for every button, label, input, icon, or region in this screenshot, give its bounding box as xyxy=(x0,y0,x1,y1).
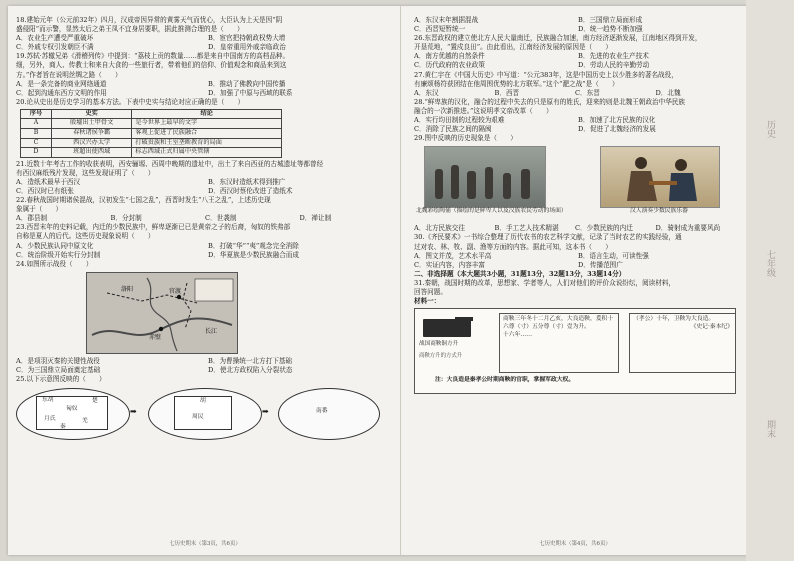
pottery-figurines-photo xyxy=(424,146,546,208)
table-cell: 打破贵族和王室垄断教育的局面 xyxy=(132,138,282,148)
table-cell: 班超出使西域 xyxy=(51,148,131,158)
q27-stem: 27.黄仁宇在《中国大历史》中写道：“公元383年，这是中国历史上以少胜多的著名战役， xyxy=(414,70,678,79)
q22-stem: 22.春秋战国时期诸侯混战，汉初发生“七国之乱”，西晋时发生“八王之乱”，上述历史现 xyxy=(16,196,271,205)
q23-options xyxy=(16,242,394,260)
inscription-box xyxy=(499,313,619,373)
q26-stem-2: 开垦荒地，“置戍良田”。由此看出，江南经济发展的原因是（ ） xyxy=(414,43,612,52)
q28-options xyxy=(414,116,736,134)
q27-option-b: B．西晋 xyxy=(494,88,520,97)
q29-stem: 29.图中反映的历史现象是（ ） xyxy=(414,134,517,143)
q22-option-b: B．分封制 xyxy=(110,214,142,223)
q19-stem-3: 方。”作者旨在说明丝绸之路（ ） xyxy=(16,70,122,79)
table-header-row xyxy=(21,109,282,119)
q30-options xyxy=(414,252,736,270)
arrow-right-icon: ➡ xyxy=(262,407,269,417)
q25-diagram xyxy=(16,386,394,442)
q31-stem-2: 回答问题。 xyxy=(414,287,447,296)
q30-option-c: C．实证内容，内容丰富 xyxy=(414,260,485,269)
arrow-right-icon: ➡ xyxy=(130,407,137,417)
map-label: 长江 xyxy=(205,327,218,335)
q22-option-d: D．禅让制 xyxy=(299,214,332,223)
q26-option-a: A．南方优越的自然条件 xyxy=(414,52,485,61)
q28-option-b: B．加速了北方民族的汉化 xyxy=(578,116,656,125)
q30-stem-2: 过对农、林、牧、副、渔等方面的内容。据此可知，这本书（ ） xyxy=(414,242,612,251)
inscription-text: 商鞅三年冬十二月乙亥，大良造鞅，爰积十六尊（寸）五分尊（寸）壹为升。 xyxy=(503,316,614,330)
q18-option-c: C．外戚专权引发朝臣不满 xyxy=(16,43,94,52)
q26-stem: 26.东晋政权的建立使北方人民大量南迁，民族融合加速，南方经济逐渐发展，江南地区得到开发， xyxy=(414,34,702,43)
q18-stem: 18.建始元年（公元前32年）四月，汉成帝因异常的黄雾天气而忧心，大臣认为上天是因“阴 xyxy=(16,16,283,24)
q19-stem-2: 细，另外，商人、传教士和来自大食的一些旅行者，带着他们的信仰、价值观念和商品来到这 xyxy=(16,61,287,70)
bronze-handle xyxy=(455,317,473,321)
map-label: 洛阳 xyxy=(121,285,134,293)
diagram-label: 东胡 xyxy=(42,397,54,404)
diagram-label: 周民 xyxy=(192,414,204,421)
table-cell: 殷墟出土甲骨文 xyxy=(51,119,131,129)
q30-option-a: A．图文并茂，艺术水平高 xyxy=(414,251,492,260)
q18-option-b: B．宦官把持朝政权势大增 xyxy=(208,34,286,43)
diagram-label: 匈奴 xyxy=(66,406,78,413)
table-header-index: 序号 xyxy=(21,109,52,119)
q30-option-d: D．传播范围广 xyxy=(578,260,623,269)
q28-stem-2: 融合的一次新推进。”这说明孝文帝改革（ ） xyxy=(414,106,553,115)
diagram-ellipse-3 xyxy=(278,388,380,440)
table-cell: B xyxy=(21,129,52,139)
q19-option-d: D．加强了中原与西域的联系 xyxy=(208,88,293,97)
q26-option-d: D．劳动人民的辛勤劳动 xyxy=(578,61,650,70)
diagram-label: 楚 xyxy=(92,398,98,405)
diagram-label: 秦 xyxy=(60,424,66,431)
material-note: 注：大良造是秦孝公时期商鞅的官职，掌握军政大权。 xyxy=(435,377,575,384)
table-header-conclusion: 结论 xyxy=(132,109,282,119)
q31-stem: 31.秦朝，战国时期的改革，思想家、学者等人，人们对他们的评价众说纷纭，阅读材料， xyxy=(414,278,676,287)
table-cell: 春秋诸侯争霸 xyxy=(51,129,131,139)
q21-option-c: C．西汉时已有纸张 xyxy=(16,186,74,195)
strip-label: 历史 xyxy=(765,120,775,138)
left-page xyxy=(16,16,394,548)
strip-label: 期末 xyxy=(765,420,775,438)
q24-option-a: A．是项羽灭秦的关键性战役 xyxy=(16,356,100,365)
q24-stem: 24.如图所示战役（ ） xyxy=(16,259,93,268)
q27-option-d: D．北魏 xyxy=(655,88,681,97)
table-row xyxy=(21,119,282,129)
bronze-measure-image xyxy=(423,319,471,337)
q23-stem: 23.西晋末年的史料记载，内迁的少数民族中，鲜卑逐渐已已是黄帝之子的后裔，匈奴的铁弗部 xyxy=(16,223,291,232)
quote-source: 《史记·秦本纪》 xyxy=(690,323,733,330)
q22-option-a: A．郡县制 xyxy=(16,214,48,223)
q18-option-d: D．皇帝重用外戚亲临政治 xyxy=(208,43,286,52)
table-cell: D xyxy=(21,148,52,158)
table-header-fact: 史实 xyxy=(51,109,131,119)
table-cell: 是今世界上最早的文字 xyxy=(132,119,282,129)
right-page-footer: 七历史期末（第4页，共6页） xyxy=(539,540,611,547)
side-strip xyxy=(746,0,794,561)
q27-stem-2: 有廉颂杨符获团结在他周围优势的北方联军。”这个“淝之战”是（ ） xyxy=(414,79,619,88)
left-page-footer: 七历史期末（第3页，共6页） xyxy=(169,540,241,547)
q29-option-c: C．少数民族的内迁 xyxy=(575,224,633,233)
battle-map xyxy=(86,272,238,354)
figurines-graphic xyxy=(425,147,545,207)
image-caption: 战国商鞅铜方升 xyxy=(419,341,459,348)
q28-option-c: C．消除了民族之间的隔阂 xyxy=(414,125,492,134)
q25-options xyxy=(414,16,736,34)
q29-option-b: B．手工艺人技术精湛 xyxy=(494,224,559,233)
battle-map-graphic xyxy=(87,273,237,353)
table-row xyxy=(21,148,282,158)
q25-option-b: B．三国鼎立局面形成 xyxy=(578,16,643,24)
q21-options xyxy=(16,178,394,196)
table-cell: 客观上促进了民族融合 xyxy=(132,129,282,139)
q24-option-c: C．为三国鼎立局面奠定基础 xyxy=(16,365,101,374)
q24-option-b: B．为曹操统一北方打下基础 xyxy=(208,356,292,365)
q29-options xyxy=(414,224,736,233)
table-row xyxy=(21,138,282,148)
q26-options xyxy=(414,52,736,70)
map-label: 赤壁 xyxy=(149,333,162,341)
q22-stem-2: 象属于（ ） xyxy=(16,205,63,214)
photo-caption-2: 汉人演奏少数民族乐器 xyxy=(630,208,688,215)
q29-photos xyxy=(414,146,736,224)
q21-option-d: D．西汉时蔡伦改进了造纸术 xyxy=(208,186,293,195)
q19-option-c: C．起到沟通东西方文明的作用 xyxy=(16,88,107,97)
q19-options xyxy=(16,80,394,98)
q24-option-d: D．使北方政权陷入分裂状态 xyxy=(208,365,293,374)
table-cell: 标志西域正式归属中央管辖 xyxy=(132,148,282,158)
table-cell: 西汉兴办太学 xyxy=(51,138,131,148)
section-heading: 二、非选择题（本大题共3小题，31题13分，32题13分，33题14分） xyxy=(414,269,626,278)
table-row xyxy=(21,129,282,139)
q27-options xyxy=(414,89,736,98)
q28-option-d: D．促进了北魏经济的发展 xyxy=(578,125,656,134)
q23-option-a: A．少数民族认同中原文化 xyxy=(16,241,94,250)
q20-table xyxy=(20,109,282,158)
page-gutter xyxy=(400,6,401,555)
quote-text: （孝公）十年，卫鞅为大良造。 xyxy=(633,316,715,323)
diagram-label: 羌 xyxy=(82,418,88,425)
q21-stem: 21.近数十年考古工作的收获表明，西安骊塬、西周中晚期的遗址中，出土了来自西亚的古城遗址等都曾经 xyxy=(16,159,324,168)
q26-option-c: C．历代政府的农业政策 xyxy=(414,61,485,70)
diagram-label: 月氏 xyxy=(44,416,56,423)
q29-option-d: D．骑射成为重要风尚 xyxy=(655,224,721,233)
material-box xyxy=(414,308,736,394)
q26-option-b: B．先进的农业生产技术 xyxy=(578,52,649,61)
right-page xyxy=(414,16,736,548)
table-cell: A xyxy=(21,119,52,129)
q19-option-a: A．是一条完备的商业网络通道 xyxy=(16,79,107,88)
q21-option-a: A．造纸术最早于西汉 xyxy=(16,177,81,186)
musician-graphic xyxy=(601,147,719,207)
q22-option-c: C．世袭制 xyxy=(205,214,237,223)
q25-stem: 25.以下示意图反映的（ ） xyxy=(16,374,106,383)
strip-label: 七年级 xyxy=(765,250,775,277)
q23-option-b: B．打破“华”“夷”观念完全消除 xyxy=(208,241,299,250)
q24-options xyxy=(16,357,394,375)
q28-option-a: A．实行均田制的过程较为艰难 xyxy=(414,116,505,125)
musician-painting-photo xyxy=(600,146,720,208)
q22-options xyxy=(16,214,394,223)
q25-option-d: D．统一趋势不断加强 xyxy=(578,25,643,34)
inscription-text: 十六年…… xyxy=(503,331,532,338)
q21-stem-2: 有西汉麻纸残片发现，这些发现证明了（ ） xyxy=(16,168,155,177)
q18-options xyxy=(16,34,394,52)
q27-option-c: C．东晋 xyxy=(575,88,600,97)
q28-stem: 28.“鲜卑族的汉化，融合的过程中失去的只是原有的姓氏，迎来的则是北魏王朝政治中华民族 xyxy=(414,97,686,106)
q30-stem: 30.《齐民要术》一书综合整理了历代农书的农艺科学文献，记录了当时农艺的实践经验，通 xyxy=(414,233,682,242)
map-label: 官渡 xyxy=(169,287,182,295)
q21-option-b: B．东汉时造纸术得到推广 xyxy=(208,177,286,186)
q30-option-b: B．语言生动，可读性强 xyxy=(578,251,649,260)
stamp-text: 商鞅方升的方式升 xyxy=(419,353,463,360)
q18-stem-2: 盛侵阳”而示警，显然太后之弟王凤不宜身居要职，据此推测合理的是（ ） xyxy=(16,25,244,34)
q23-option-d: D．华夏族是少数民族融合而成 xyxy=(208,250,300,259)
q23-stem-2: 自称是夏人的后代。这些历史现象说明（ ） xyxy=(16,232,155,241)
q19-option-b: B．推动了佛教向中国传播 xyxy=(208,79,286,88)
q25-option-a: A．东汉末年割据混战 xyxy=(414,16,479,24)
exam-sheet xyxy=(8,6,786,555)
q27-option-a: A．东汉 xyxy=(414,88,439,97)
q23-option-c: C．统治阶级开始实行分封制 xyxy=(16,250,101,259)
diagram-label: 南番 xyxy=(316,408,328,415)
q20-stem: 20.论从史出是历史学习的基本方法。下表中史实与结论对应正确的是（ ） xyxy=(16,97,245,106)
q19-stem: 19.苏轼·苏辙兄弟《滑稽列传》中提到：“荔枝上贡的数量……都是来自中国南方的高档品种。 xyxy=(16,52,290,61)
quote-box xyxy=(629,313,736,373)
material-title: 材料一： xyxy=(414,297,441,306)
q29-option-a: A．北方民族交往 xyxy=(414,224,465,233)
q25-option-c: C．西晋短暂统一 xyxy=(414,25,466,34)
table-cell: C xyxy=(21,138,52,148)
photo-caption-1: 北魏彩绘陶俑（描绘的是鲜卑人以及汉族农民劳动的场面） xyxy=(416,208,567,215)
diagram-label: 胡 xyxy=(200,398,206,405)
q18-option-a: A．农业生产遭受严重破坏 xyxy=(16,34,94,43)
